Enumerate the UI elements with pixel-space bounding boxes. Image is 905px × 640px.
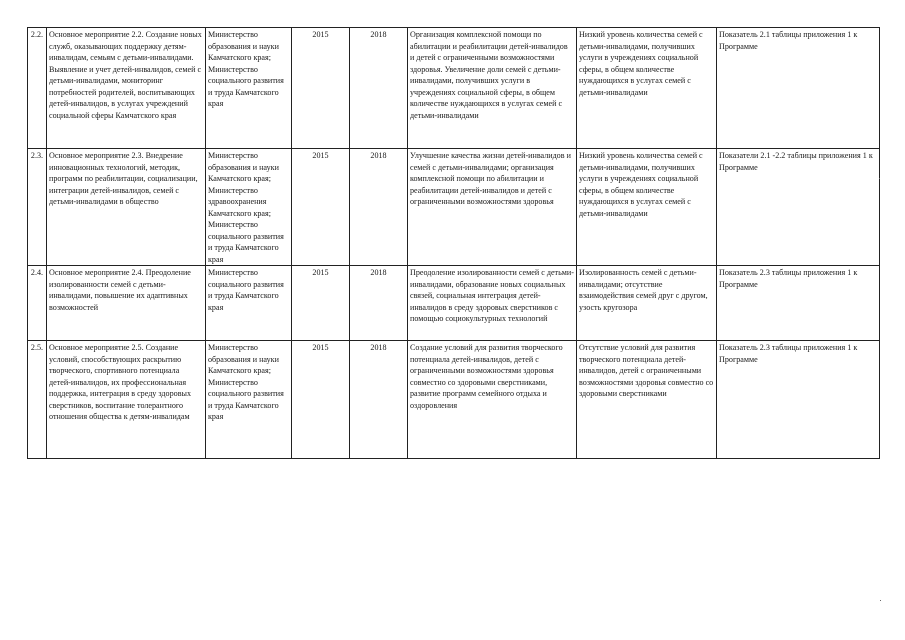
- end-year-cell: 2018: [350, 266, 408, 341]
- executor-cell: Министерство образования и науки Камчатского края; Министерство социального развития и труда Камчатского края: [206, 341, 292, 459]
- table-row: [28, 149, 880, 266]
- table-row: [28, 266, 880, 341]
- expected-result-cell: Создание условий для развития творческого потенциала детей-инвалидов, детей с ограниченными возможностями здоровья совместно со здоровыми сверстниками, развитие программ семейного отдыха и оздоровления: [408, 341, 577, 459]
- start-year-cell: 2015: [292, 266, 350, 341]
- main-event-cell: Основное мероприятие 2.3. Внедрение инновационных технологий, методик, программ по реабилитации, социализации, интеграции детей-инвалидов, семей с детьми-инвалидами в общество: [47, 149, 206, 266]
- expected-result-cell: Организация комплексной помощи по абилитации и реабилитации детей-инвалидов и детей с ограниченными возможностями здоровья. Увеличение доли семей с детьми-инвалидами, получивших услуги в учреждениях социальной сферы, в общем количестве нуждающихся в услугах семей с детьми-инвалидами: [408, 28, 577, 149]
- indicator-cell: Показатель 2.3 таблицы приложения 1 к Программе: [717, 341, 880, 459]
- executor-cell: Министерство образования и науки Камчатского края; Министерство здравоохранения Камчатского края; Министерство социального развития и труда Камчатского края: [206, 149, 292, 266]
- main-event-cell: Основное мероприятие 2.2. Создание новых служб, оказывающих поддержку детям-инвалидам, семьям с детьми-инвалидами. Выявление и учет детей-инвалидов, семей с детьми-инвалидами, мониторинг потребностей родителей, воспитывающих детей-инвалидов, в услугах учреждений социальной сферы Камчатского края: [47, 28, 206, 149]
- row-number: 2.5.: [28, 341, 47, 459]
- indicator-cell: Показатель 2.3 таблицы приложения 1 к Программе: [717, 266, 880, 341]
- row-number: 2.4.: [28, 266, 47, 341]
- row-number: 2.2.: [28, 28, 47, 149]
- end-year-cell: 2018: [350, 149, 408, 266]
- table-row: [28, 341, 880, 459]
- program-activities-table: [27, 27, 880, 459]
- start-year-cell: 2015: [292, 341, 350, 459]
- expected-result-cell: Улучшение качества жизни детей-инвалидов и семей с детьми-инвалидами; организация комплексной помощи по абилитации и реабилитации детей-инвалидов и детей с ограниченными возможностями здоровья: [408, 149, 577, 266]
- consequence-cell: Отсутствие условий для развития творческого потенциала детей-инвалидов, детей с ограниченными возможностями здоровья совместно со здоровыми сверстниками: [577, 341, 717, 459]
- consequence-cell: Низкий уровень количества семей с детьми-инвалидами, получивших услуги в учреждениях социальной сферы, в общем количестве нуждающихся в услугах семей с детьми-инвалидами: [577, 149, 717, 266]
- consequence-cell: Изолированность семей с детьми-инвалидами; отсутствие взаимодействия семей друг с другом, узость кругозора: [577, 266, 717, 341]
- indicator-cell: Показатель 2.1 таблицы приложения 1 к Программе: [717, 28, 880, 149]
- executor-cell: Министерство образования и науки Камчатского края; Министерство социального развития и труда Камчатского края: [206, 28, 292, 149]
- end-year-cell: 2018: [350, 28, 408, 149]
- main-event-cell: Основное мероприятие 2.4. Преодоление изолированности семей с детьми-инвалидами, повышение их адаптивных возможностей: [47, 266, 206, 341]
- start-year-cell: 2015: [292, 149, 350, 266]
- scan-speck: [879, 178, 880, 179]
- executor-cell: Министерство социального развития и труда Камчатского края: [206, 266, 292, 341]
- table-row: [28, 28, 880, 149]
- end-year-cell: 2018: [350, 341, 408, 459]
- main-event-cell: Основное мероприятие 2.5. Создание условий, способствующих раскрытию творческого, спортивного потенциала детей-инвалидов, их профессиональная поддержка, интеграция в среду здоровых сверстников, воспитание толерантного отношения общества к детям-инвалидам: [47, 341, 206, 459]
- indicator-cell: Показатели 2.1 -2.2 таблицы приложения 1 к Программе: [717, 149, 880, 266]
- expected-result-cell: Преодоление изолированности семей с детьми-инвалидами, образование новых социальных связей, социальная интеграция детей-инвалидов в среду здоровых сверстников с помощью социокультурных технологий: [408, 266, 577, 341]
- start-year-cell: 2015: [292, 28, 350, 149]
- row-number: 2.3.: [28, 149, 47, 266]
- consequence-cell: Низкий уровень количества семей с детьми-инвалидами, получивших услуги в учреждениях социальной сферы, в общем количестве нуждающихся в услугах семей с детьми-инвалидами: [577, 28, 717, 149]
- scan-speck: [880, 600, 881, 601]
